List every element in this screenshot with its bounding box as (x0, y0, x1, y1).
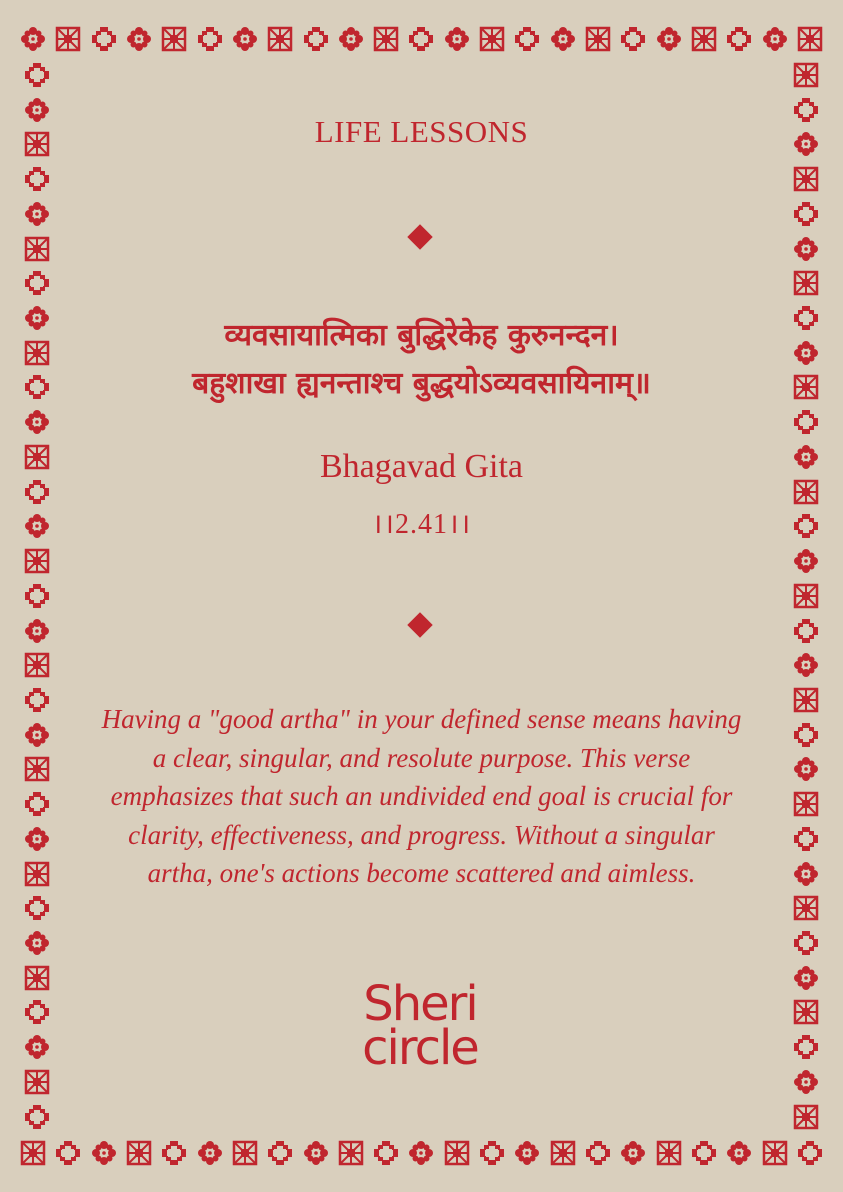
stepped-ring-motif-icon (408, 26, 434, 52)
lattice-motif-icon (267, 26, 293, 52)
flower-motif-icon (24, 826, 50, 852)
flower-motif-icon (24, 305, 50, 331)
verse-reference: ।।2.41।। (371, 509, 472, 540)
lattice-motif-icon (793, 1104, 819, 1130)
flower-motif-icon (762, 26, 788, 52)
stepped-ring-motif-icon (726, 26, 752, 52)
flower-motif-icon (793, 548, 819, 574)
flower-motif-icon (408, 1140, 434, 1166)
border-top (20, 22, 823, 56)
lattice-motif-icon (793, 687, 819, 713)
stepped-ring-motif-icon (91, 26, 117, 52)
flower-motif-icon (514, 1140, 540, 1166)
stepped-ring-motif-icon (24, 999, 50, 1025)
stepped-ring-motif-icon (793, 409, 819, 435)
lattice-motif-icon (793, 62, 819, 88)
sanskrit-verse (60, 312, 783, 408)
flower-motif-icon (126, 26, 152, 52)
flower-motif-icon (726, 1140, 752, 1166)
commentary-text: Having a "good artha" in your defined sense means having a clear, singular, and resolute purpose. This verse emphasizes that such an undivided end goal is crucial for clarity, effectiveness, and progress. Without a singular artha, one's actions become scattered and aimless. (101, 704, 742, 888)
stepped-ring-motif-icon (24, 270, 50, 296)
border-right (789, 62, 823, 1130)
stepped-ring-motif-icon (24, 583, 50, 609)
flower-motif-icon (550, 26, 576, 52)
stepped-ring-motif-icon (24, 62, 50, 88)
border-left (20, 62, 54, 1130)
stepped-ring-motif-icon (793, 826, 819, 852)
source-title: Bhagavad Gita (320, 448, 523, 485)
stepped-ring-motif-icon (24, 687, 50, 713)
flower-motif-icon (793, 756, 819, 782)
page-title: LIFE LESSONS (314, 114, 529, 149)
lattice-motif-icon (793, 999, 819, 1025)
flower-motif-icon (91, 1140, 117, 1166)
flower-motif-icon (793, 861, 819, 887)
diamond-divider-icon (407, 612, 432, 637)
stepped-ring-motif-icon (514, 26, 540, 52)
stepped-ring-motif-icon (793, 930, 819, 956)
stepped-ring-motif-icon (793, 201, 819, 227)
lattice-motif-icon (793, 374, 819, 400)
lattice-motif-icon (232, 1140, 258, 1166)
lattice-motif-icon (797, 26, 823, 52)
lattice-motif-icon (24, 236, 50, 262)
stepped-ring-motif-icon (55, 1140, 81, 1166)
lattice-motif-icon (24, 965, 50, 991)
stepped-ring-motif-icon (24, 1104, 50, 1130)
flower-motif-icon (793, 340, 819, 366)
stepped-ring-motif-icon (793, 618, 819, 644)
stepped-ring-motif-icon (161, 1140, 187, 1166)
lattice-motif-icon (55, 26, 81, 52)
stepped-ring-motif-icon (303, 26, 329, 52)
lattice-motif-icon (373, 26, 399, 52)
stepped-ring-motif-icon (24, 166, 50, 192)
flower-motif-icon (338, 26, 364, 52)
stepped-ring-motif-icon (793, 305, 819, 331)
stepped-ring-motif-icon (373, 1140, 399, 1166)
flower-motif-icon (793, 236, 819, 262)
brand-logo-line-2: circle (362, 1020, 478, 1076)
brand-logo (330, 976, 510, 1076)
lattice-motif-icon (550, 1140, 576, 1166)
verse-line-1: व्यवसायात्मिका बुद्धिरेकेह कुरुनन्दन। (224, 318, 619, 353)
lattice-motif-icon (793, 583, 819, 609)
flower-motif-icon (24, 1034, 50, 1060)
lattice-motif-icon (338, 1140, 364, 1166)
lattice-motif-icon (24, 1069, 50, 1095)
lattice-motif-icon (24, 548, 50, 574)
lattice-motif-icon (24, 861, 50, 887)
lattice-motif-icon (24, 756, 50, 782)
flower-motif-icon (20, 26, 46, 52)
flower-motif-icon (197, 1140, 223, 1166)
flower-motif-icon (24, 930, 50, 956)
flower-motif-icon (24, 618, 50, 644)
flower-motif-icon (232, 26, 258, 52)
lattice-motif-icon (161, 26, 187, 52)
stepped-ring-motif-icon (24, 895, 50, 921)
lattice-motif-icon (656, 1140, 682, 1166)
stepped-ring-motif-icon (24, 374, 50, 400)
brand-logo-line-1: Sheri (363, 976, 477, 1032)
stepped-ring-motif-icon (585, 1140, 611, 1166)
lattice-motif-icon (479, 26, 505, 52)
verse-line-2: बहुशाखा ह्यनन्ताश्च बुद्धयोऽव्यवसायिनाम्॥ (192, 366, 651, 401)
lattice-motif-icon (24, 652, 50, 678)
flower-motif-icon (24, 201, 50, 227)
border-bottom (20, 1136, 823, 1170)
stepped-ring-motif-icon (793, 1034, 819, 1060)
lattice-motif-icon (691, 26, 717, 52)
flower-motif-icon (444, 26, 470, 52)
lattice-motif-icon (793, 166, 819, 192)
lattice-motif-icon (585, 26, 611, 52)
lattice-motif-icon (762, 1140, 788, 1166)
lattice-motif-icon (793, 791, 819, 817)
lattice-motif-icon (793, 895, 819, 921)
lattice-motif-icon (20, 1140, 46, 1166)
stepped-ring-motif-icon (24, 791, 50, 817)
stepped-ring-motif-icon (267, 1140, 293, 1166)
stepped-ring-motif-icon (197, 26, 223, 52)
lattice-motif-icon (24, 340, 50, 366)
flower-motif-icon (620, 1140, 646, 1166)
lattice-motif-icon (126, 1140, 152, 1166)
flower-motif-icon (24, 722, 50, 748)
stepped-ring-motif-icon (620, 26, 646, 52)
diamond-divider-icon (407, 224, 432, 249)
stepped-ring-motif-icon (797, 1140, 823, 1166)
stepped-ring-motif-icon (691, 1140, 717, 1166)
lattice-motif-icon (444, 1140, 470, 1166)
flower-motif-icon (656, 26, 682, 52)
flower-motif-icon (793, 652, 819, 678)
flower-motif-icon (793, 965, 819, 991)
stepped-ring-motif-icon (793, 722, 819, 748)
stepped-ring-motif-icon (479, 1140, 505, 1166)
flower-motif-icon (793, 1069, 819, 1095)
lattice-motif-icon (793, 270, 819, 296)
flower-motif-icon (24, 409, 50, 435)
flower-motif-icon (303, 1140, 329, 1166)
